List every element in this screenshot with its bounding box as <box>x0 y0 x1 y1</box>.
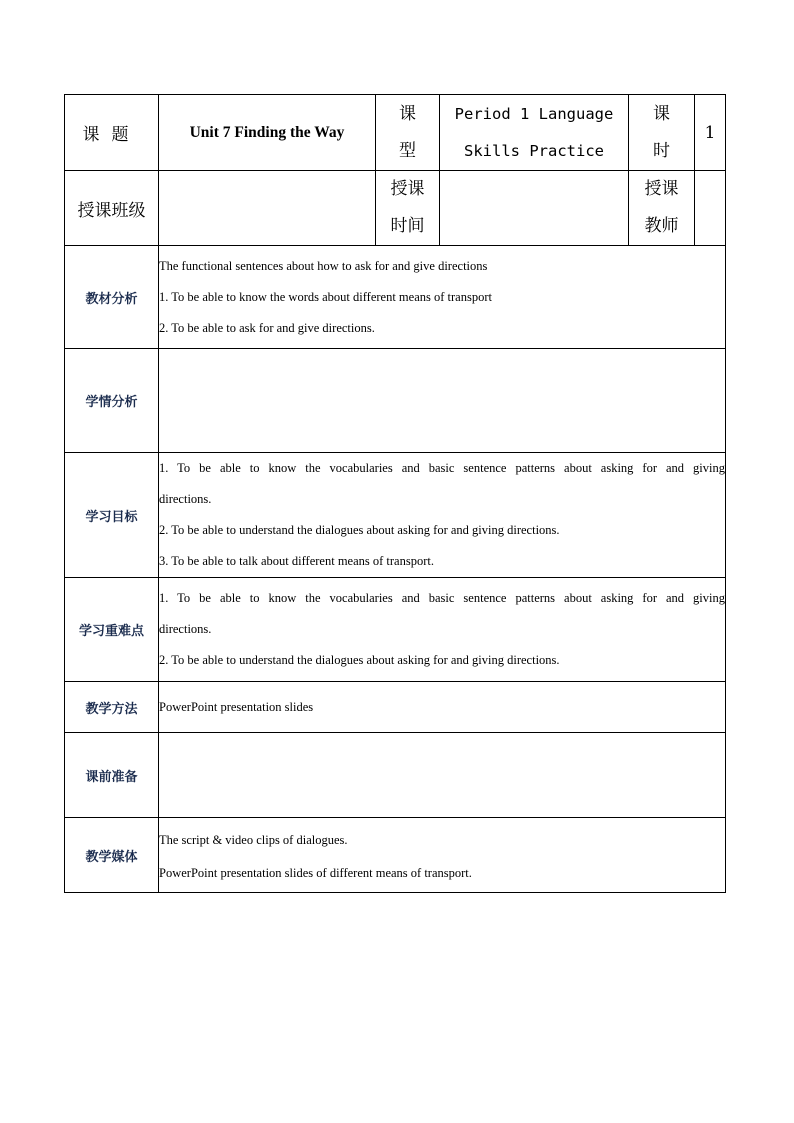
lesson-plan-table <box>64 94 726 893</box>
teacher-value <box>695 171 726 246</box>
media-line-1: The script & video clips of dialogues. <box>159 833 348 847</box>
class-value <box>159 171 376 246</box>
media-line-2: PowerPoint presentation slides of different means of transport. <box>159 866 472 880</box>
media-row <box>65 818 726 893</box>
header-row-2 <box>65 171 726 246</box>
topic-value: Unit 7 Finding the Way <box>159 95 376 171</box>
objectives-line-2: directions. <box>159 492 212 506</box>
methods-content <box>159 682 726 733</box>
key-points-line-3: 2. To be able to understand the dialogues about asking for and giving directions. <box>159 653 560 667</box>
learners-label: 学情分析 <box>65 349 159 453</box>
objectives-line-3: 2. To be able to understand the dialogues about asking for and giving directions. <box>159 523 560 537</box>
preparation-row <box>65 733 726 818</box>
preparation-content <box>159 733 726 818</box>
learners-content <box>159 349 726 453</box>
objectives-line-4: 3. To be able to talk about different means of transport. <box>159 554 434 568</box>
media-content <box>159 818 726 893</box>
preparation-label: 课前准备 <box>65 733 159 818</box>
media-label: 教学媒体 <box>65 818 159 893</box>
materials-line-3: 2. To be able to ask for and give directions. <box>159 320 375 335</box>
time-label-line-2: 时间 <box>390 216 425 236</box>
methods-row <box>65 682 726 733</box>
materials-label: 教材分析 <box>65 246 159 349</box>
materials-line-1: The functional sentences about how to ask for and give directions <box>159 258 488 273</box>
type-value-line-1: Period 1 Language <box>454 104 614 123</box>
methods-label: 教学方法 <box>65 682 159 733</box>
learners-row <box>65 349 726 453</box>
methods-line-1: PowerPoint presentation slides <box>159 699 314 714</box>
key-points-line-2: directions. <box>159 622 212 636</box>
hours-value: 1 <box>695 95 726 171</box>
materials-row <box>65 246 726 349</box>
type-value-line-2: Skills Practice <box>464 141 604 160</box>
hours-label-line-2: 时 <box>653 140 670 161</box>
materials-content <box>159 246 726 349</box>
class-label: 授课班级 <box>65 171 159 246</box>
time-label <box>376 171 440 246</box>
teacher-label-line-1: 授课 <box>644 179 679 199</box>
topic-label: 课题 <box>65 95 159 171</box>
type-label <box>376 95 440 171</box>
key-points-content <box>159 578 726 682</box>
key-points-label: 学习重难点 <box>65 578 159 682</box>
key-points-line-1: 1. To be able to know the vocabularies and basic sentence patterns about asking for and giving <box>159 591 725 605</box>
materials-line-2: 1. To be able to know the words about different means of transport <box>159 289 492 304</box>
objectives-content <box>159 453 726 578</box>
key-points-row <box>65 578 726 682</box>
teacher-label-line-2: 教师 <box>644 216 679 236</box>
time-value <box>440 171 629 246</box>
type-label-line-2: 型 <box>399 140 416 161</box>
type-value <box>440 95 629 171</box>
objectives-row <box>65 453 726 578</box>
header-row-1 <box>65 95 726 171</box>
time-label-line-1: 授课 <box>390 179 425 199</box>
hours-label-line-1: 课 <box>653 103 670 124</box>
type-label-line-1: 课 <box>399 103 416 124</box>
teacher-label <box>629 171 695 246</box>
hours-label <box>629 95 695 171</box>
objectives-label: 学习目标 <box>65 453 159 578</box>
objectives-line-1: 1. To be able to know the vocabularies and basic sentence patterns about asking for and giving <box>159 461 725 475</box>
